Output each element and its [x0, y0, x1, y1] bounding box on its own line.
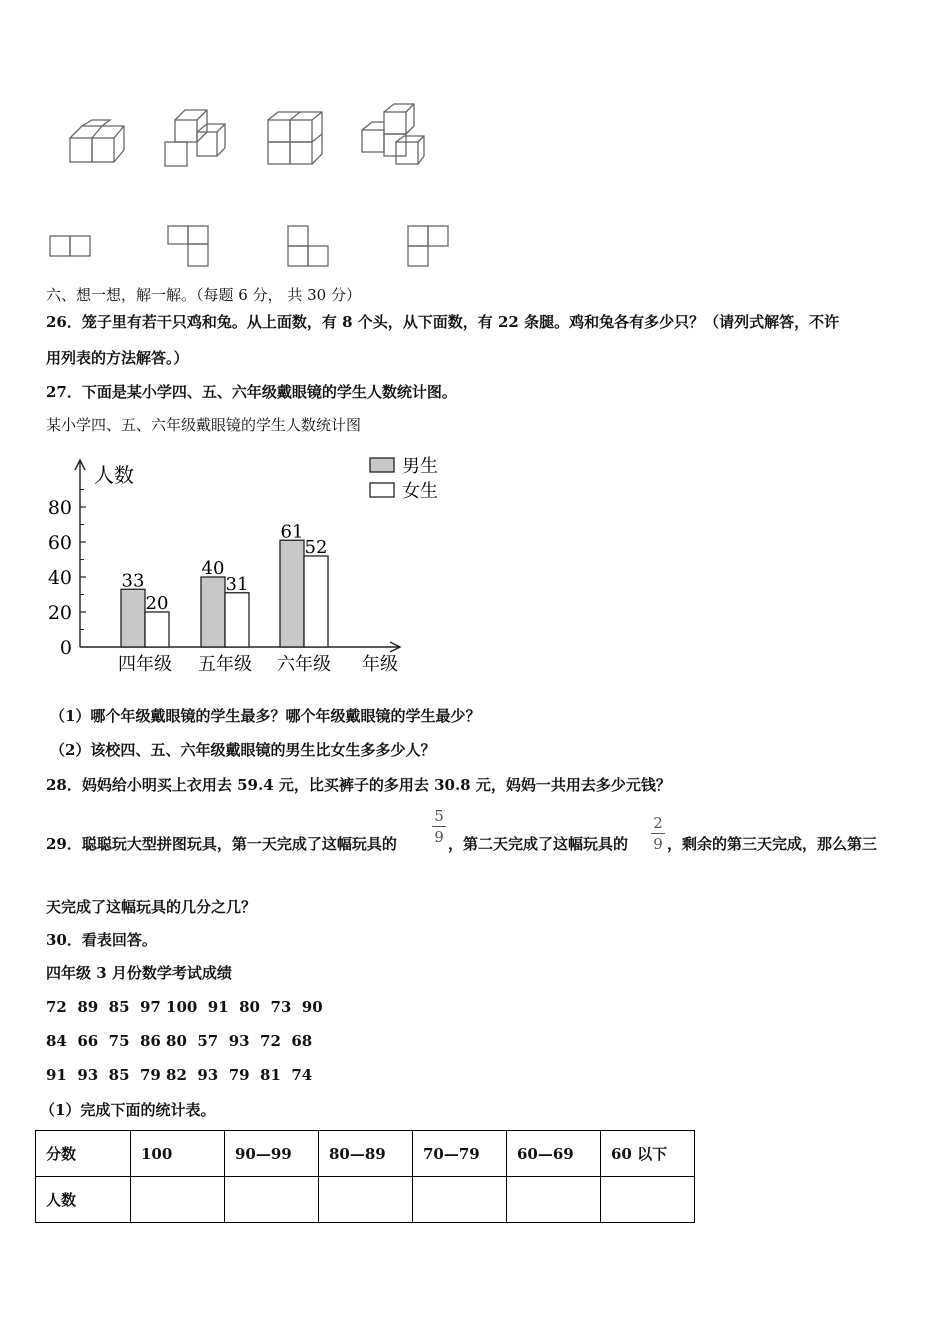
bar-data-label: 31: [225, 573, 249, 595]
fraction-1-numerator: 5: [434, 807, 444, 825]
table-header-row: [36, 1131, 695, 1177]
table-header-cell: 60—69: [507, 1131, 601, 1177]
fraction-1-bar: [432, 826, 446, 827]
bar-data-label: 33: [121, 570, 145, 592]
scores-row-2: 84 66 75 86 80 57 93 72 68: [46, 1032, 313, 1050]
table-header-cell: 70—79: [413, 1131, 507, 1177]
q30-sub1: （1）完成下面的统计表。: [40, 1101, 216, 1119]
table-header-cell: 80—89: [319, 1131, 413, 1177]
q26-line2: 用列表的方法解答。）: [46, 349, 189, 367]
view-option-4: [408, 226, 448, 266]
cube-figure-1: [70, 120, 124, 162]
table-input-cell[interactable]: [601, 1177, 695, 1223]
legend-label: 女生: [402, 481, 438, 502]
y-tick-label: 0: [59, 637, 72, 659]
bar-girls: [145, 612, 169, 647]
q29-fraction-1: [432, 808, 446, 845]
bar-data-label: 20: [145, 593, 169, 614]
fraction-2-numerator: 2: [653, 814, 663, 832]
q30-title: 四年级 3 月份数学考试成绩: [46, 964, 232, 982]
cube-figure-3: [268, 112, 322, 164]
legend-swatch: [370, 458, 394, 472]
fraction-1-denominator: 9: [434, 828, 444, 846]
cube-figure-4: [362, 104, 424, 164]
section6-heading: 六、想一想，解一解。（每题 6 分， 共 30 分）: [46, 286, 361, 304]
bar-girls: [225, 593, 249, 647]
q27-sub1: （1）哪个年级戴眼镜的学生最多？哪个年级戴眼镜的学生最少？: [50, 707, 481, 725]
q30-text: 30．看表回答。: [46, 931, 157, 949]
x-category-label: 五年级: [198, 654, 252, 675]
q29-part3: ，剩余的第三天完成，那么第三: [667, 835, 878, 853]
bar-data-label: 40: [201, 558, 225, 579]
view-option-3: [288, 226, 328, 266]
cube-figure-2: [165, 110, 225, 166]
x-axis-label: 年级: [362, 654, 398, 675]
table-input-cell[interactable]: [225, 1177, 319, 1223]
table-header-cell: 90—99: [225, 1131, 319, 1177]
table-header-cell: 60 以下: [601, 1131, 695, 1177]
view-option-1: [50, 236, 90, 256]
fraction-2-denominator: 9: [653, 835, 663, 853]
bar-data-label: 61: [280, 521, 304, 543]
q29-part1: 29．聪聪玩大型拼图玩具，第一天完成了这幅玩具的: [46, 835, 397, 853]
table-header-cell: 100: [131, 1131, 225, 1177]
scores-row-1: 72 89 85 97 100 91 80 73 90: [46, 998, 323, 1016]
legend-label: 男生: [402, 456, 438, 477]
bar-data-label: 52: [304, 537, 328, 558]
q26-line1: 26．笼子里有若干只鸡和兔。从上面数，有 8 个头，从下面数，有 22 条腿。鸡和兔各有多少只？（请列式解答，不许: [46, 313, 840, 331]
table-row-label: 人数: [36, 1177, 131, 1223]
bar-boys: [121, 589, 145, 647]
table-row: [36, 1177, 695, 1223]
glasses-bar-chart: [40, 450, 460, 685]
score-stats-table: [35, 1130, 695, 1223]
legend-swatch: [370, 483, 394, 497]
y-tick-label: 80: [47, 497, 72, 519]
q29-part2: ，第二天完成了这幅玩具的: [448, 835, 629, 853]
bar-girls: [304, 556, 328, 647]
q27-chart-caption: 某小学四、五、六年级戴眼镜的学生人数统计图: [46, 416, 362, 434]
view-option-2: [168, 226, 208, 266]
table-header-cell: 分数: [36, 1131, 131, 1177]
x-category-label: 四年级: [118, 654, 172, 675]
bar-boys: [280, 540, 304, 647]
y-tick-label: 60: [47, 532, 72, 554]
y-tick-label: 40: [47, 567, 72, 589]
table-input-cell[interactable]: [507, 1177, 601, 1223]
q27-text: 27．下面是某小学四、五、六年级戴眼镜的学生人数统计图。: [46, 383, 457, 401]
q27-sub2: （2）该校四、五、六年级戴眼镜的男生比女生多多少人？: [50, 741, 436, 759]
table-input-cell[interactable]: [413, 1177, 507, 1223]
fraction-2-bar: [651, 833, 665, 834]
y-tick-label: 20: [47, 602, 72, 624]
bar-boys: [201, 577, 225, 647]
q29-line2: 天完成了这幅玩具的几分之几？: [46, 898, 257, 916]
q29-fraction-2: [651, 815, 665, 852]
x-category-label: 六年级: [277, 654, 331, 675]
table-input-cell[interactable]: [319, 1177, 413, 1223]
scores-row-3: 91 93 85 79 82 93 79 81 74: [46, 1066, 313, 1084]
q28-text: 28．妈妈给小明买上衣用去 59.4 元，比买裤子的多用去 30.8 元，妈妈一共用去多少元钱？: [46, 776, 671, 794]
table-input-cell[interactable]: [131, 1177, 225, 1223]
y-axis-label: 人数: [94, 463, 134, 487]
cube-figures: [40, 95, 460, 275]
